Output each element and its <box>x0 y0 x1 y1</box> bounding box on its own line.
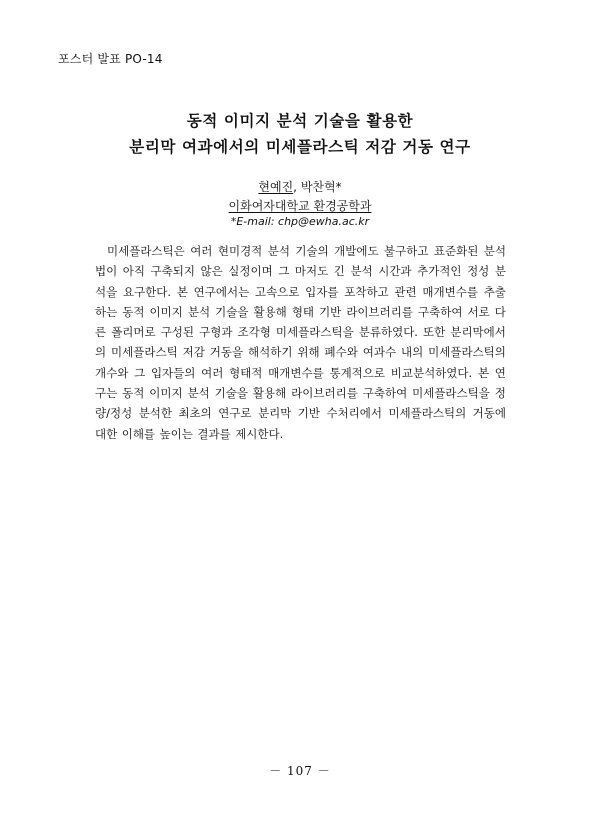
abstract-word: 구축하여 <box>418 304 463 319</box>
abstract-word: 저감 <box>182 345 205 360</box>
abstract-word: 기술을 <box>215 304 249 319</box>
abstract-word: 분리막에서 <box>450 325 506 340</box>
abstract-word: 분석 <box>187 304 211 319</box>
abstract-word: 구축되지 <box>150 264 195 279</box>
abstract-word: 서로 <box>467 304 490 319</box>
abstract-word: 기반 <box>297 406 320 421</box>
abstract-word: 분석 <box>187 386 210 401</box>
title-line-1: 동적 이미지 분석 기술을 활용한 <box>186 112 414 130</box>
abstract-line <box>95 383 506 403</box>
abstract-word: 연구에서는 <box>193 284 250 299</box>
first-author: 현예진 <box>258 180 294 194</box>
abstract-word: 라이브러리를 <box>291 386 358 401</box>
abstract-word: 구성된 <box>160 325 195 340</box>
abstract-line <box>95 363 506 383</box>
session-label: 포스터 발표 PO-14 <box>58 52 163 66</box>
abstract-word: 현미경적 <box>217 244 263 258</box>
abstract-word: 대한 <box>95 426 118 441</box>
abstract-word: 매개변수를 <box>268 365 324 380</box>
abstract-word: 법이 <box>95 264 118 279</box>
abstract-word: 량/정성 <box>95 406 133 421</box>
abstract-word: 기술을 <box>214 386 248 401</box>
abstract-word: 불구하고 <box>384 244 429 258</box>
abstract-word: 마저도 <box>294 264 329 279</box>
abstract <box>95 241 506 444</box>
abstract-word: 활용해 <box>253 304 287 319</box>
abstract-word: 않은 <box>200 264 223 279</box>
abstract-word: 정 <box>494 386 506 401</box>
abstract-word: 분석 <box>350 264 373 279</box>
corresponding-author: 박찬혁* <box>300 180 342 194</box>
abstract-word: 매개변수를 <box>422 284 478 299</box>
abstract-word: 석을 <box>95 284 118 299</box>
abstract-line <box>95 282 506 302</box>
abstract-word: 미세플라스틱은 <box>107 244 185 258</box>
abstract-word: 결과를 <box>197 426 231 441</box>
abstract-line <box>95 424 506 444</box>
abstract-word: 높이는 <box>159 426 193 441</box>
abstract-word: 다 <box>494 304 506 319</box>
abstract-word: 표준화된 <box>433 244 479 258</box>
abstract-word: 실정이며 <box>228 264 273 279</box>
abstract-word: 또한 <box>423 325 446 340</box>
page-number: － 107 － <box>269 764 331 778</box>
abstract-word: 아직 <box>122 264 145 279</box>
abstract-line <box>95 322 506 342</box>
abstract-word: 통계적으로 <box>329 365 386 380</box>
abstract-word: 수처리에서 <box>326 406 382 421</box>
abstract-word: 구형과 <box>199 325 233 340</box>
abstract-word: 이해를 <box>121 426 156 441</box>
abstract-word: 분류하였다. <box>358 325 418 340</box>
affiliation-text: 이화여자대학교 환경공학과 <box>228 199 372 213</box>
abstract-word: 구는 <box>95 386 118 401</box>
abstract-word: 여러 <box>201 365 224 380</box>
abstract-word: 해석하기 <box>248 345 293 360</box>
abstract-word: 여러 <box>190 244 213 258</box>
abstract-word: 추가적인 <box>417 264 462 279</box>
abstract-word: 요구한다. <box>122 284 172 299</box>
abstract-word: 제시한다. <box>235 426 284 441</box>
abstract-word: 형태 <box>291 304 315 319</box>
abstract-word: 정성 <box>467 264 490 279</box>
abstract-word: 동적 <box>122 304 145 319</box>
abstract-word: 연구로 <box>218 406 252 421</box>
abstract-word: 최초의 <box>178 406 212 421</box>
abstract-word: 그 <box>134 365 146 380</box>
author-separator: , <box>293 180 301 194</box>
abstract-word: 포착하고 <box>344 284 389 299</box>
abstract-word: 분석 <box>267 244 290 258</box>
abstract-word: 추출 <box>483 284 506 299</box>
abstract-word: 하는 <box>95 304 118 319</box>
abstract-word: 본 <box>176 284 188 299</box>
abstract-word: 거동을 <box>209 345 244 360</box>
abstract-word: 개수와 <box>95 365 129 380</box>
abstract-word: 분석한 <box>138 406 172 421</box>
abstract-word: 기반 <box>319 304 342 319</box>
abstract-word: 른 <box>95 325 107 340</box>
abstract-word: 이미지 <box>149 304 183 319</box>
abstract-word: 거동에 <box>472 406 506 421</box>
abstract-word: 그 <box>278 264 290 279</box>
author-list <box>0 178 600 195</box>
abstract-word: 기술의 <box>295 244 329 258</box>
abstract-word: 미세플라스틱 <box>111 345 178 360</box>
abstract-word: 시간과 <box>378 264 412 279</box>
abstract-word: 구축하여 <box>362 386 408 401</box>
abstract-word: 동적 <box>122 386 145 401</box>
abstract-word: 활용해 <box>252 386 287 401</box>
abstract-word: 분석 <box>483 244 506 258</box>
abstract-word: 연 <box>494 365 506 380</box>
abstract-word: 위해 <box>297 345 320 360</box>
abstract-word: 입자를 <box>305 284 339 299</box>
abstract-word: 미세플라스틱을 <box>412 386 490 401</box>
abstract-word: 형태적 <box>229 365 263 380</box>
abstract-line <box>95 403 506 423</box>
abstract-word: 분리막 <box>258 406 292 421</box>
abstract-word: 관련 <box>394 284 417 299</box>
abstract-word: 비교분석하였다. <box>390 365 473 380</box>
abstract-word: 라이브러리를 <box>346 304 413 319</box>
abstract-line <box>95 302 506 322</box>
abstract-word: 여과수 <box>362 345 397 360</box>
abstract-line <box>95 241 506 261</box>
abstract-word: 미세플라스틱의 <box>388 406 467 421</box>
abstract-line <box>95 342 506 362</box>
abstract-word: 폐수와 <box>324 345 358 360</box>
abstract-word: 폴리머로 <box>111 325 156 340</box>
abstract-word: 입자들의 <box>150 365 196 380</box>
contact-email: *E-mail: chp@ewha.ac.kr <box>230 215 370 228</box>
abstract-word: 내의 <box>401 345 424 360</box>
abstract-word: 미세플라스틱의 <box>428 345 506 360</box>
abstract-word: 본 <box>477 365 490 380</box>
abstract-word: 분 <box>494 264 506 279</box>
affiliation <box>0 197 600 214</box>
abstract-word: 개발에도 <box>334 244 379 258</box>
abstract-word: 긴 <box>333 264 345 279</box>
abstract-line <box>95 261 506 281</box>
abstract-word: 이미지 <box>149 386 183 401</box>
abstract-word: 의 <box>95 345 107 360</box>
title-line-2: 분리막 여과에서의 미세플라스틱 저감 거동 연구 <box>129 138 471 156</box>
abstract-word: 조각형 <box>237 325 271 340</box>
abstract-word: 미세플라스틱을 <box>275 325 354 340</box>
abstract-word: 고속으로 <box>254 284 300 299</box>
